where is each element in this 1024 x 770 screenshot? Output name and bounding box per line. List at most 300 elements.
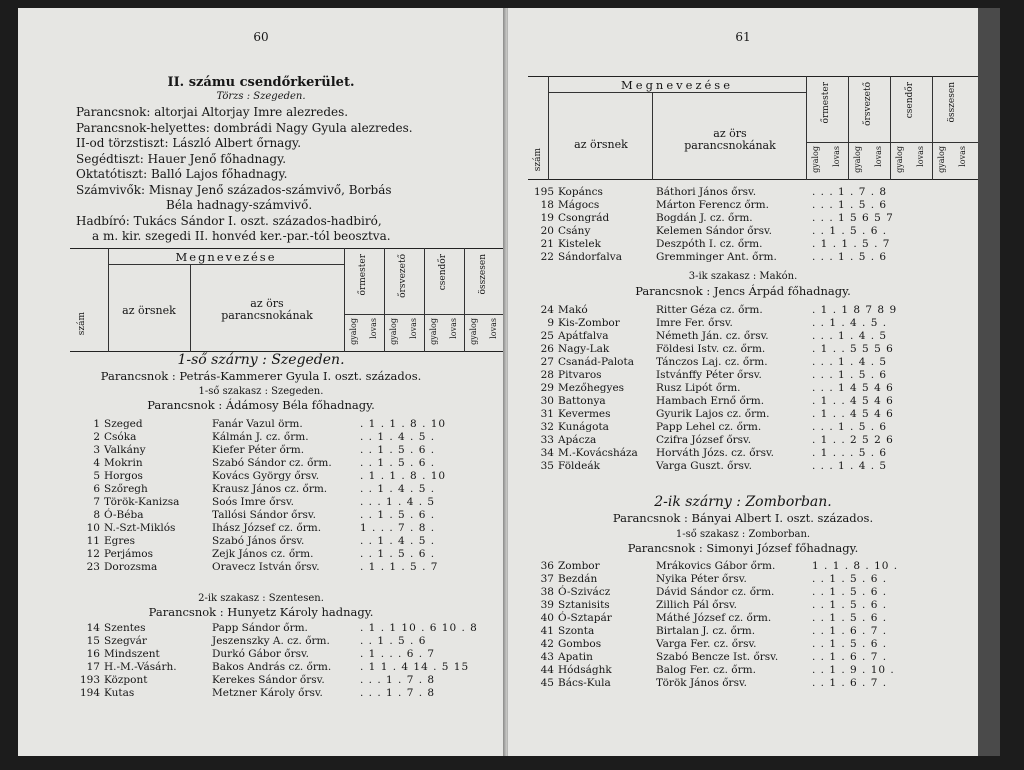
staff-counts: . . 1 . 5 . 6 . (812, 225, 888, 237)
station-name: Apatin (558, 651, 593, 663)
staff-counts: . . 1 . 5 . 6 (360, 635, 427, 647)
section-title: 2-ik szakasz : Szentesen. (198, 593, 324, 604)
station-number: 34 (540, 447, 554, 459)
station-table (528, 186, 978, 264)
staff-counts: . . . 1 . 5 . 6 (812, 421, 888, 433)
section-commander: Parancsnok : Hunyetz Károly hadnagy. (148, 605, 374, 619)
table-row (70, 483, 504, 496)
section-commander: Parancsnok : Simonyi József főhadnagy. (627, 541, 859, 555)
table-row (528, 304, 978, 317)
header-sub-gyalog: gyalog (349, 318, 358, 345)
station-number: 9 (547, 317, 554, 329)
station-number: 10 (86, 522, 100, 534)
station-number: 194 (79, 687, 100, 699)
station-number: 41 (540, 625, 554, 637)
staff-counts: . . 1 . 5 . 6 . (812, 599, 888, 611)
station-name: Bezdán (558, 573, 598, 585)
commander-name: Szabó János őrsv. (212, 535, 305, 547)
station-name: Perjámos (104, 548, 154, 560)
header-col-2: csendőr (905, 82, 915, 119)
station-number: 26 (540, 343, 554, 355)
station-number: 5 (93, 470, 100, 482)
table-row (528, 625, 978, 638)
station-name: N.-Szt-Miklós (104, 522, 176, 534)
station-number: 7 (93, 496, 100, 508)
header-parancsnok: az örs parancsnokának (221, 297, 313, 322)
staff-counts: . 1 . . 4 5 4 6 (812, 408, 894, 420)
district-title: II. számu csendőrkerület. (167, 75, 355, 90)
header-megnevezes: Megnevezése (620, 78, 734, 92)
table-row (528, 434, 978, 447)
station-number: 16 (86, 648, 100, 660)
station-name: Mezőhegyes (558, 382, 625, 394)
staff-counts: . 1 . . . 6 . 7 (360, 648, 436, 660)
commander-name: Papp Sándor őrm. (212, 622, 308, 634)
staff-counts: . . 1 . 5 . 6 . (360, 548, 436, 560)
header-sub-lovas: lovas (449, 318, 458, 339)
station-name: Battonya (558, 395, 606, 407)
station-name: Zombor (558, 560, 600, 572)
header-sub-gyalog: gyalog (937, 146, 946, 173)
wing-title: 1-ső szárny : Szegeden. (177, 352, 345, 368)
station-number: 193 (79, 674, 100, 686)
header-orsnek: az örsnek (122, 304, 176, 317)
staff-counts: . . 1 . 6 . 7 . (812, 625, 888, 637)
staff-counts: . . 1 . 5 . 6 . (360, 444, 436, 456)
station-name: Horgos (104, 470, 143, 482)
header-parancsnok: az örs parancsnokának (684, 127, 776, 152)
table-row (528, 212, 978, 225)
left-page (18, 8, 504, 756)
header-sub-gyalog: gyalog (469, 318, 478, 345)
station-number: 37 (540, 573, 554, 585)
table-row (528, 612, 978, 625)
header-sub-lovas: lovas (832, 146, 841, 167)
station-name: Csanád-Palota (558, 356, 634, 368)
commander-name: Kerekes Sándor őrsv. (212, 674, 325, 686)
table-row (70, 674, 504, 687)
wing-commander: Parancsnok : Bányai Albert I. oszt. százados. (612, 511, 874, 525)
commander-name: Krausz János cz. őrm. (212, 483, 328, 495)
station-name: Ó-Béba (104, 509, 144, 521)
station-number: 4 (93, 457, 100, 469)
commander-name: Bakos András cz. őrm. (212, 661, 332, 673)
station-name: Apácza (558, 434, 597, 446)
station-name: Mágocs (558, 199, 600, 211)
officer-line: Parancsnok-helyettes: dombrádi Nagy Gyula alezredes. (76, 120, 413, 135)
table-row (70, 687, 504, 700)
table-row (528, 664, 978, 677)
staff-counts: . . . 1 5 6 5 7 (812, 212, 894, 224)
table-row (528, 560, 978, 573)
table-row (70, 661, 504, 674)
header-sub-lovas: lovas (958, 146, 967, 167)
commander-name: Szabó Bencze Ist. őrsv. (656, 651, 779, 663)
commander-name: Németh Ján. cz. őrsv. (656, 330, 769, 342)
commander-name: Gyurik Lajos cz. őrm. (656, 408, 770, 420)
commander-name: Varga Guszt. őrsv. (656, 460, 752, 472)
station-number: 17 (86, 661, 100, 673)
commander-name: Imre Fer. őrsv. (656, 317, 733, 329)
officer-line: Számvivők: Misnay Jenő százados-számvivő, Borbás (76, 182, 392, 197)
station-number: 3 (93, 444, 100, 456)
commander-name: Birtalan J. cz. őrm. (656, 625, 756, 637)
staff-counts: . . . 1 . 4 . 5 (812, 330, 888, 342)
staff-counts: . . . 1 . 5 . 6 (812, 251, 888, 263)
station-name: H.-M.-Vásárh. (104, 661, 177, 673)
officer-line: a m. kir. szegedi II. honvéd ker.-par.-tól beosztva. (92, 229, 391, 243)
header-sub-gyalog: gyalog (389, 318, 398, 345)
district-seat: Törzs : Szegeden. (216, 91, 306, 102)
table-row (528, 599, 978, 612)
commander-name: Metzner Károly őrsv. (212, 687, 323, 699)
staff-counts: 1 . . . 7 . 8 . (360, 522, 436, 534)
station-name: Szentes (104, 622, 146, 634)
commander-name: Oravecz István őrsv. (212, 561, 320, 573)
staff-counts: . . 1 . 4 . 5 . (360, 431, 436, 443)
header-col-0: őrmester (821, 82, 831, 124)
staff-counts: . . 1 . 5 . 6 . (360, 509, 436, 521)
officer-line: Oktatótiszt: Balló Lajos főhadnagy. (76, 167, 288, 181)
header-sub-gyalog: gyalog (895, 146, 904, 173)
staff-counts: . 1 . 1 . 5 . 7 (812, 238, 891, 250)
station-number: 40 (540, 612, 554, 624)
table-row (528, 369, 978, 382)
table-row (528, 638, 978, 651)
header-col-3: összesen (478, 254, 488, 295)
commander-name: Máthé József cz. őrm. (656, 612, 772, 624)
officer-line: Segédtiszt: Hauer Jenő főhadnagy. (76, 151, 287, 166)
table-row (70, 496, 504, 509)
header-szam: szám (533, 148, 543, 172)
station-name: Valkány (104, 444, 146, 456)
table-row (528, 186, 978, 199)
commander-name: Tánczos Laj. cz. őrm. (656, 356, 768, 368)
station-name: Nagy-Lak (558, 343, 610, 355)
staff-counts: . 1 . 1 . 8 . 10 (360, 418, 447, 430)
station-name: Apátfalva (558, 330, 609, 342)
station-table (528, 560, 978, 690)
station-name: Sztanisits (558, 599, 610, 611)
table-row (528, 651, 978, 664)
station-name: Makó (558, 304, 588, 316)
header-megnevezes: Megnevezése (175, 250, 277, 264)
commander-name: Czifra József őrsv. (656, 434, 752, 446)
station-name: Szonta (558, 625, 595, 637)
header-sub-lovas: lovas (409, 318, 418, 339)
staff-counts: . . 1 . 4 . 5 . (812, 317, 888, 329)
table-row (528, 586, 978, 599)
commander-name: Deszpóth I. cz. őrm. (656, 238, 763, 250)
station-number: 32 (540, 421, 554, 433)
station-name: Gombos (558, 638, 602, 650)
station-number: 11 (86, 535, 100, 547)
header-col-1: őrsvezető (863, 82, 873, 126)
table-row (528, 408, 978, 421)
station-table (70, 622, 504, 700)
table-row (70, 470, 504, 483)
section-title: 1-ső szakasz : Zomborban. (675, 529, 811, 540)
table-row (528, 251, 978, 264)
commander-name: Tallósi Sándor őrsv. (212, 509, 316, 521)
table-row (528, 199, 978, 212)
station-number: 43 (540, 651, 554, 663)
staff-counts: . 1 . . 5 5 5 6 (812, 343, 894, 355)
station-number: 24 (540, 304, 554, 316)
staff-counts: . . 1 . 5 . 6 . (360, 457, 436, 469)
station-number: 21 (540, 238, 554, 250)
staff-counts: . . . 1 . 4 . 5 (812, 460, 888, 472)
station-table (70, 418, 504, 574)
station-name: Ó-Szivácz (558, 586, 611, 598)
staff-counts: . . 1 . 9 . 10 . (812, 664, 895, 676)
station-name: Ó-Sztapár (558, 612, 612, 624)
staff-counts: 1 . 1 . 8 . 10 . (812, 560, 899, 572)
table-row (528, 460, 978, 473)
station-number: 23 (86, 561, 100, 573)
commander-name: Ritter Géza cz. őrm. (656, 304, 763, 316)
staff-counts: . . . 1 . 7 . 8 (812, 186, 888, 198)
header-sub-gyalog: gyalog (853, 146, 862, 173)
staff-counts: . 1 . 1 . 5 . 7 (360, 561, 439, 573)
staff-counts: . . 1 . 5 . 6 . (812, 586, 888, 598)
staff-counts: . 1 . . 4 5 4 6 (812, 395, 894, 407)
station-name: Csóka (104, 431, 137, 443)
station-number: 29 (540, 382, 554, 394)
commander-name: Fanár Vazul örm. (212, 418, 303, 430)
commander-name: Ihász József cz. őrm. (212, 522, 322, 534)
staff-counts: . 1 1 . 4 14 . 5 15 (360, 661, 470, 673)
table-row (70, 648, 504, 661)
table-row (70, 622, 504, 635)
staff-counts: . . 1 . 4 . 5 . (360, 483, 436, 495)
section-commander: Parancsnok : Jencs Árpád főhadnagy. (635, 284, 851, 298)
station-number: 15 (86, 635, 100, 647)
header-col-1: őrsvezető (398, 254, 408, 298)
station-number: 8 (93, 509, 100, 521)
table-row (70, 457, 504, 470)
station-number: 45 (540, 677, 554, 689)
commander-name: Gremminger Ant. őrm. (656, 251, 777, 263)
staff-counts: . 1 . . . 5 . 6 (812, 447, 888, 459)
station-name: Török-Kanizsa (104, 496, 180, 508)
table-row (70, 535, 504, 548)
station-number: 6 (93, 483, 100, 495)
table-row (528, 356, 978, 369)
station-number: 195 (533, 186, 554, 198)
station-name: Sándorfalva (558, 251, 622, 263)
station-number: 33 (540, 434, 554, 446)
header-sub-lovas: lovas (369, 318, 378, 339)
station-number: 19 (540, 212, 554, 224)
staff-counts: . . 1 . 4 . 5 . (360, 535, 436, 547)
staff-counts: . 1 . . 2 5 2 6 (812, 434, 894, 446)
table-row (528, 421, 978, 434)
table-row (70, 444, 504, 457)
table-row (70, 418, 504, 431)
station-number: 36 (540, 560, 554, 572)
table-row (528, 677, 978, 690)
commander-name: Dávid Sándor cz. őrm. (656, 586, 775, 598)
wing-commander: Parancsnok : Petrás-Kammerer Gyula I. oszt. százados. (100, 369, 422, 383)
station-name: M.-Kovácsháza (558, 447, 638, 459)
staff-counts: . . . 1 . 4 . 5 (360, 496, 436, 508)
staff-counts: . . . 1 . 7 . 8 (360, 674, 436, 686)
station-name: Dorozsma (104, 561, 158, 573)
header-sub-lovas: lovas (489, 318, 498, 339)
commander-name: Török János őrsv. (656, 677, 747, 689)
page-number: 61 (735, 30, 751, 44)
station-name: Kopáncs (558, 186, 603, 198)
header-col-0: őrmester (358, 254, 368, 296)
staff-counts: . 1 . 1 8 7 8 9 (812, 304, 898, 316)
staff-counts: . . . 1 . 5 . 6 (812, 369, 888, 381)
page-number: 60 (253, 30, 269, 44)
station-number: 1 (93, 418, 100, 430)
commander-name: Papp Lehel cz. őrm. (656, 421, 762, 433)
station-number: 20 (540, 225, 554, 237)
station-name: Kevermes (558, 408, 611, 420)
commander-name: Kelemen Sándor őrsv. (656, 225, 772, 237)
staff-counts: . . . 1 4 5 4 6 (812, 382, 894, 394)
commander-name: Kovács György őrsv. (212, 470, 320, 482)
commander-name: Zejk János cz. őrm. (212, 548, 314, 560)
commander-name: Varga Fer. cz. őrsv. (656, 638, 757, 650)
section-title: 3-ik szakasz : Makón. (688, 271, 798, 282)
station-table (528, 304, 978, 473)
commander-name: Hambach Ernő őrm. (656, 395, 765, 407)
table-row (70, 431, 504, 444)
commander-name: Földesi Istv. cz. őrm. (656, 343, 766, 355)
commander-name: Rusz Lipót őrm. (656, 382, 741, 394)
station-name: Központ (104, 674, 148, 686)
commander-name: Jeszenszky A. cz. őrm. (212, 635, 330, 647)
commander-name: Balog Fer. cz. őrm. (656, 664, 756, 676)
table-row (528, 343, 978, 356)
header-szam: szám (77, 312, 87, 336)
table-row (528, 238, 978, 251)
staff-counts: . . 1 . 5 . 6 . (812, 573, 888, 585)
station-number: 22 (540, 251, 554, 263)
header-col-3: összesen (947, 82, 957, 123)
station-number: 44 (540, 664, 554, 676)
commander-name: Nyika Péter őrsv. (656, 573, 747, 585)
station-name: Mindszent (104, 648, 160, 660)
table-row (70, 522, 504, 535)
commander-name: Szabó Sándor cz. őrm. (212, 457, 332, 469)
station-name: Hódsághk (558, 664, 612, 676)
station-number: 14 (86, 622, 100, 634)
station-number: 35 (540, 460, 554, 472)
table-row (528, 225, 978, 238)
officer-line: Parancsnok: altorjai Altorjay Imre alezredes. (76, 105, 349, 119)
staff-counts: . 1 . 1 . 8 . 10 (360, 470, 447, 482)
staff-counts: . . . 1 . 4 . 5 (812, 356, 888, 368)
header-orsnek: az örsnek (574, 138, 628, 151)
station-name: Kistelek (558, 238, 601, 250)
commander-name: Kálmán J. cz. őrm. (212, 431, 309, 443)
station-name: Kunágota (558, 421, 609, 433)
commander-name: Horváth Józs. cz. őrsv. (656, 447, 774, 459)
station-number: 28 (540, 369, 554, 381)
commander-name: Soós Imre őrsv. (212, 496, 294, 508)
commander-name: Mrákovics Gábor őrm. (656, 560, 776, 572)
section-title: 1-ső szakasz : Szegeden. (198, 386, 324, 397)
station-name: Egres (104, 535, 136, 547)
station-number: 27 (540, 356, 554, 368)
commander-name: Báthori János őrsv. (656, 186, 757, 198)
staff-counts: . . 1 . 6 . 7 . (812, 677, 888, 689)
header-col-2: csendőr (438, 254, 448, 291)
commander-name: Márton Ferencz őrm. (656, 199, 769, 211)
station-name: Csány (558, 225, 591, 237)
table-row (70, 548, 504, 561)
station-name: Bács-Kula (558, 677, 611, 689)
station-name: Mokrin (104, 457, 143, 469)
officer-line: Béla hadnagy-számvivő. (166, 198, 313, 212)
header-sub-lovas: lovas (874, 146, 883, 167)
station-name: Földeák (558, 460, 600, 472)
header-sub-gyalog: gyalog (811, 146, 820, 173)
officer-line: II-od törzstiszt: László Albert őrnagy. (76, 136, 302, 150)
table-row (70, 635, 504, 648)
table-row (528, 330, 978, 343)
station-name: Kis-Zombor (558, 317, 620, 329)
commander-name: Kiefer Péter őrm. (212, 444, 305, 456)
staff-counts: . . 1 . 5 . 6 . (812, 612, 888, 624)
staff-counts: . . 1 . 6 . 7 . (812, 651, 888, 663)
wing-title: 2-ik szárny : Zomborban. (654, 494, 832, 510)
station-name: Szeged (104, 418, 143, 430)
commander-name: Durkó Gábor őrsv. (212, 648, 310, 660)
station-name: Pitvaros (558, 369, 602, 381)
header-sub-lovas: lovas (916, 146, 925, 167)
section-commander: Parancsnok : Ádámosy Béla főhadnagy. (147, 398, 375, 412)
book-edge (978, 8, 1000, 756)
table-row (528, 382, 978, 395)
station-number: 2 (93, 431, 100, 443)
station-number: 25 (540, 330, 554, 342)
table-row (70, 509, 504, 522)
table-row (528, 447, 978, 460)
station-name: Csongrád (558, 212, 610, 224)
officer-line: Hadbíró: Tukács Sándor I. oszt. százados-hadbiró, (76, 213, 382, 228)
station-number: 38 (540, 586, 554, 598)
right-page (508, 8, 978, 756)
station-number: 30 (540, 395, 554, 407)
table-row (528, 395, 978, 408)
commander-name: Zillich Pál őrsv. (656, 599, 738, 611)
station-name: Szőregh (104, 483, 148, 495)
station-name: Szegvár (104, 635, 147, 647)
station-name: Kutas (104, 687, 135, 699)
table-row (528, 317, 978, 330)
commander-name: Bogdán J. cz. őrm. (656, 212, 753, 224)
staff-counts: . . 1 . 5 . 6 . (812, 638, 888, 650)
station-number: 39 (540, 599, 554, 611)
station-number: 18 (540, 199, 554, 211)
station-number: 31 (540, 408, 554, 420)
station-number: 42 (540, 638, 554, 650)
table-row (70, 561, 504, 574)
staff-counts: . . . 1 . 7 . 8 (360, 687, 436, 699)
station-number: 12 (86, 548, 100, 560)
staff-counts: . 1 . 1 10 . 6 10 . 8 (360, 622, 478, 634)
header-sub-gyalog: gyalog (429, 318, 438, 345)
staff-counts: . . . 1 . 5 . 6 (812, 199, 888, 211)
table-row (528, 573, 978, 586)
commander-name: Istvánffy Péter őrsv. (656, 369, 762, 381)
